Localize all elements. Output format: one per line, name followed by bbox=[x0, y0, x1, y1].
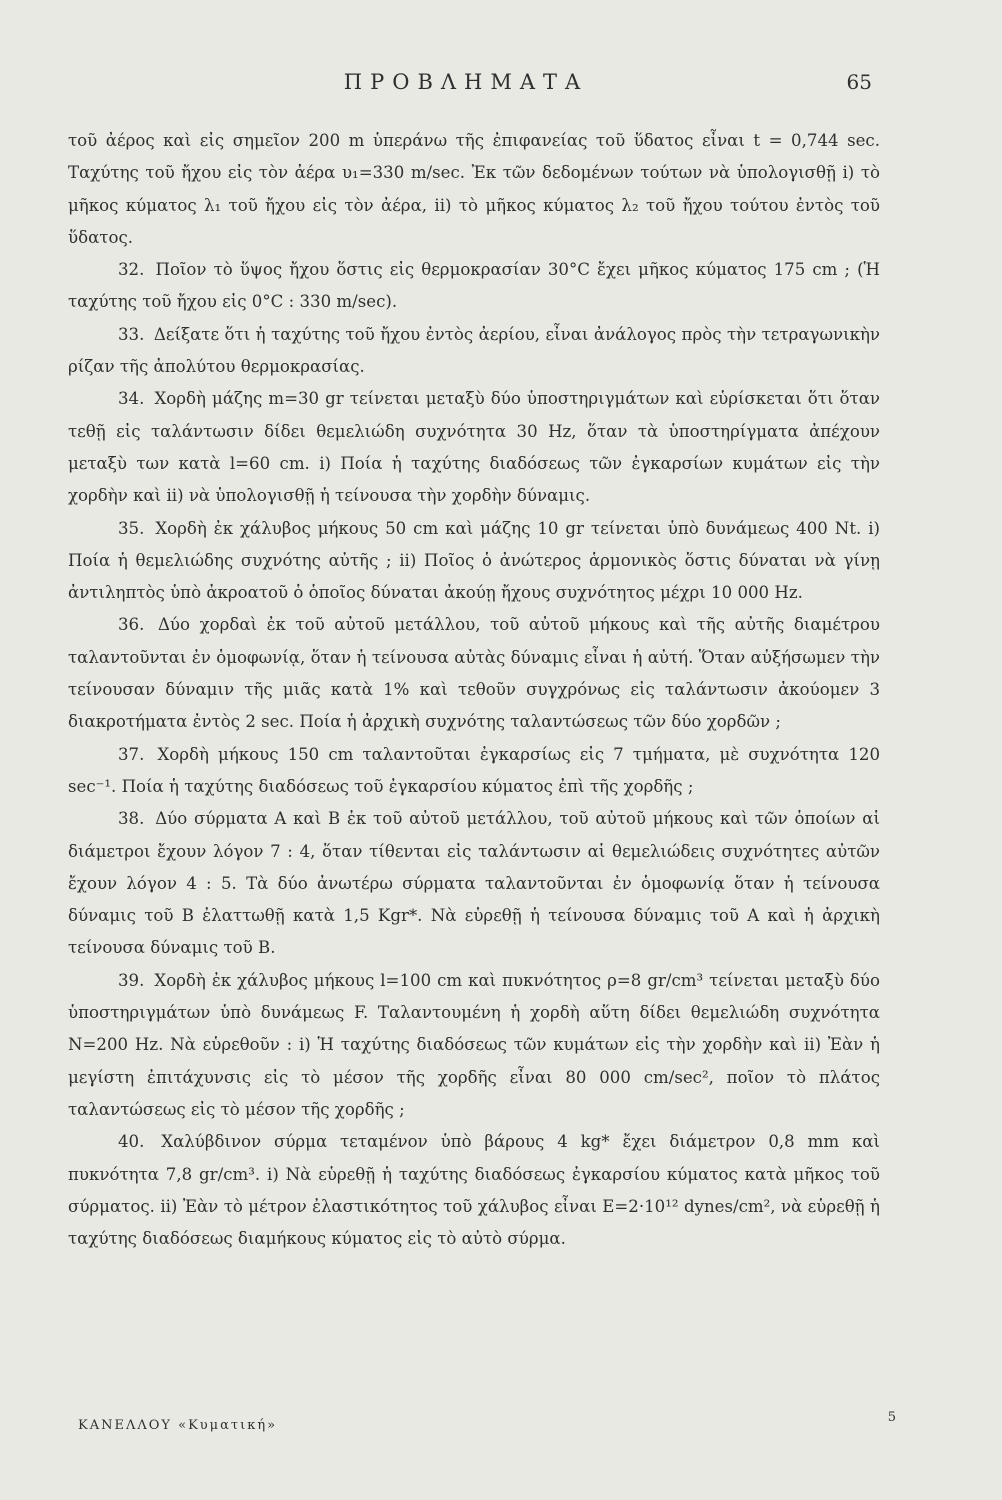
running-title: ΠΡΟΒΛΗΜΑΤΑ bbox=[343, 70, 589, 94]
paragraph-text: Δύο χορδαὶ ἐκ τοῦ αὐτοῦ μετάλλου, τοῦ αὐτοῦ μήκους καὶ τῆς αὐτῆς διαμέτρου ταλαντοῦνται ἐν ὁμοφωνίᾳ, ὅταν ἡ τείνουσα αὐτὰς δύναμις εἶναι ἡ αὐτή. Ὅταν αὐξήσωμεν τὴν τείνουσαν δύναμιν τῆς μιᾶς κατὰ 1% καὶ τεθοῦν συγχρόνως εἰς ταλάντωσιν ἀκούομεν 3 διακροτήματα ἐντὸς 2 sec. Ποία ἡ ἀρχικὴ συχνότης ταλαντώσεως τῶν δύο χορδῶν ; bbox=[68, 615, 880, 732]
problem-number: 40. bbox=[118, 1132, 145, 1152]
problem-31-continuation bbox=[68, 125, 880, 254]
problem-number: 38. bbox=[118, 809, 145, 829]
problem-number: 37. bbox=[118, 744, 145, 764]
problem-number: 34. bbox=[118, 389, 145, 409]
problem-number: 32. bbox=[118, 260, 145, 280]
problem-number: 35. bbox=[118, 518, 145, 538]
paragraph-text: Χαλύβδινον σύρμα τεταμένον ὑπὸ βάρους 4 kg* ἔχει διάμετρον 0,8 mm καὶ πυκνότητα 7,8 gr/cm³. i) Νὰ εὑρεθῇ ἡ ταχύτης διαδόσεως ἐγκαρσίου κύματος κατὰ μῆκος τοῦ σύρματος. ii) Ἐὰν τὸ μέτρον ἐλαστικότητος τοῦ χάλυβος εἶναι E=2·10¹² dynes/cm², νὰ εὑρεθῇ ἡ ταχύτης διαδόσεως διαμήκους κύματος εἰς τὸ αὐτὸ σύρμα. bbox=[68, 1132, 880, 1249]
problem-number: 39. bbox=[118, 970, 145, 990]
paragraph-text: Χορδὴ μάζης m=30 gr τείνεται μεταξὺ δύο ὑποστηριγμάτων καὶ εὑρίσκεται ὅτι ὅταν τεθῇ εἰς ταλάντωσιν δίδει θεμελιώδη συχνότητα 30 Hz, ὅταν τὰ ὑποστηρίγματα ἀπέχουν μεταξὺ των κατὰ l=60 cm. i) Ποία ἡ ταχύτης διαδόσεως τῶν ἐγκαρσίων κυμάτων εἰς τὴν χορδὴν καὶ ii) νὰ ὑπολογισθῇ ἡ τείνουσα τὴν χορδὴν δύναμις. bbox=[68, 389, 880, 506]
problems-text bbox=[68, 125, 880, 1255]
problem-38 bbox=[68, 803, 880, 964]
paragraph-text: Ποῖον τὸ ὕψος ἤχου ὅστις εἰς θερμοκρασίαν 30°C ἔχει μῆκος κύματος 175 cm ; (Ἡ ταχύτης τοῦ ἤχου εἰς 0°C : 330 m/sec). bbox=[68, 260, 881, 312]
paragraph-text: Χορδὴ μήκους 150 cm ταλαντοῦται ἐγκαρσίως εἰς 7 τμήματα, μὲ συχνότητα 120 sec⁻¹. Ποία ἡ ταχύτης διαδόσεως τοῦ ἐγκαρσίου κύματος ἐπὶ τῆς χορδῆς ; bbox=[68, 744, 880, 796]
paragraph-text: Δείξατε ὅτι ἡ ταχύτης τοῦ ἤχου ἐντὸς ἀερίου, εἶναι ἀνάλογος πρὸς τὴν τετραγωνικὴν ρίζαν τῆς ἀπολύτου θερμοκρασίας. bbox=[68, 324, 880, 377]
signature-mark: 5 bbox=[887, 1410, 898, 1425]
paragraph-text: Χορδὴ ἐκ χάλυβος μήκους l=100 cm καὶ πυκνότητος ρ=8 gr/cm³ τείνεται μεταξὺ δύο ὑποστηριγμάτων ὑπὸ δυνάμεως F. Ταλαντουμένη ἡ χορδὴ αὕτη δίδει θεμελιώδη συχνότητα N=200 Hz. Νὰ εὑρεθοῦν : i) Ἡ ταχύτης διαδόσεως τῶν κυμάτων εἰς τὴν χορδὴν καὶ ii) Ἐὰν ἡ μεγίστη ἐπιτάχυνσις εἰς τὸ μέσον τῆς χορδῆς εἶναι 80 000 cm/sec², ποῖον τὸ πλάτος ταλαντώσεως εἰς τὸ μέσον τῆς χορδῆς ; bbox=[68, 970, 880, 1119]
problem-40 bbox=[68, 1126, 880, 1255]
problem-34 bbox=[68, 383, 880, 512]
paragraph-text: Χορδὴ ἐκ χάλυβος μήκους 50 cm καὶ μάζης 10 gr τείνεται ὑπὸ δυνάμεως 400 Nt. i) Ποία ἡ θεμελιώδης συχνότης αὐτῆς ; ii) Ποῖος ὁ ἀνώτερος ἁρμονικὸς ὅστις δύναται νὰ γίνῃ ἀντιληπτὸς ὑπὸ ἀκροατοῦ ὁ ὁποῖος δύναται ἀκούῃ ἤχους συχνότητος μέχρι 10 000 Hz. bbox=[68, 518, 880, 603]
problem-32 bbox=[68, 254, 880, 319]
page-header bbox=[0, 70, 1002, 104]
problem-39 bbox=[68, 965, 880, 1126]
page-number: 65 bbox=[846, 70, 872, 94]
problem-number: 36. bbox=[118, 615, 145, 635]
problem-number: 33. bbox=[118, 324, 145, 344]
paragraph-text: Δύο σύρματα Α καὶ Β ἐκ τοῦ αὐτοῦ μετάλλου, τοῦ αὐτοῦ μήκους καὶ τῶν ὁποίων αἱ διάμετροι ἔχουν λόγον 7 : 4, ὅταν τίθενται εἰς ταλάντωσιν αἱ θεμελιώδεις συχνότητες αὐτῶν ἔχουν λόγον 4 : 5. Τὰ δύο ἀνωτέρω σύρματα ταλαντοῦνται ἐν ὁμοφωνίᾳ ὅταν ἡ τείνουσα δύναμις τοῦ Β ἐλαττωθῇ κατὰ 1,5 Kgr*. Νὰ εὑρεθῇ ἡ τείνουσα δύναμις τοῦ Α καὶ ἡ ἀρχικὴ τείνουσα δύναμις τοῦ Β. bbox=[68, 809, 880, 958]
paragraph-text: τοῦ ἀέρος καὶ εἰς σημεῖον 200 m ὑπεράνω τῆς ἐπιφανείας τοῦ ὕδατος εἶναι t = 0,744 sec. Ταχύτης τοῦ ἤχου εἰς τὸν ἀέρα υ₁=330 m/sec. Ἐκ τῶν δεδομένων τούτων νὰ ὑπολογισθῇ i) τὸ μῆκος κύματος λ₁ τοῦ ἤχου εἰς τὸν ἀέρα, ii) τὸ μῆκος κύματος λ₂ τοῦ ἤχου τούτου ἐντὸς τοῦ ὕδατος. bbox=[68, 131, 880, 247]
problem-35 bbox=[68, 513, 880, 610]
page-footer bbox=[78, 1410, 898, 1448]
problem-33 bbox=[68, 319, 880, 384]
problem-37 bbox=[68, 739, 880, 804]
book-title: ΚΑΝΕΛΛΟΥ «Κυματική» bbox=[78, 1418, 278, 1433]
problem-36 bbox=[68, 609, 880, 738]
